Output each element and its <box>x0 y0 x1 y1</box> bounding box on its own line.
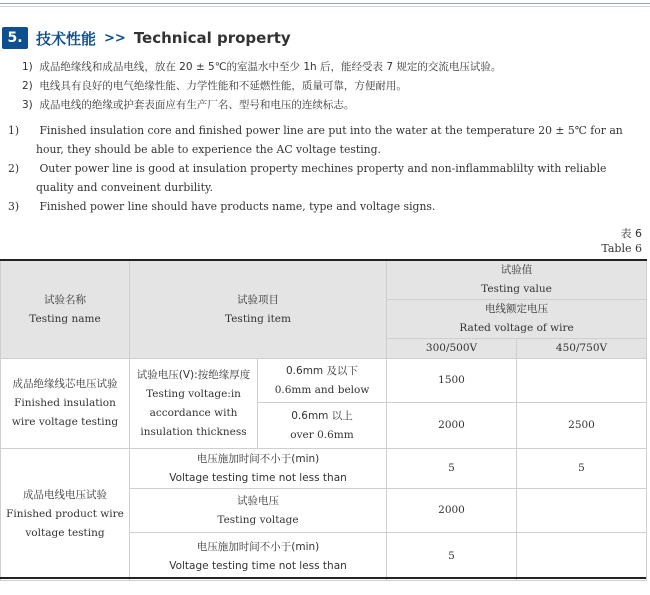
list-item <box>8 121 642 159</box>
top-rule <box>0 0 650 14</box>
table-row <box>1 359 647 403</box>
section-number-badge: 5. <box>2 27 28 49</box>
top-rule-line <box>0 6 650 7</box>
header-300-500v: 300/500V <box>387 339 517 359</box>
table-caption-cn: 表 6 <box>620 227 642 240</box>
section-separator: >> <box>104 30 126 46</box>
item-number: 1) <box>22 61 33 73</box>
value-cell <box>517 489 647 533</box>
item-text: 电线具有良好的电气绝缘性能、力学性能和不延燃性能，质量可靠，方便耐用。 <box>39 80 407 92</box>
thickness-over-cell: 0.6mm 以上 over 0.6mm <box>258 403 387 449</box>
value-cell: 2500 <box>517 403 647 449</box>
item-text: Finished insulation core and finished power line are put into the water at the temperature 20 ± 5℃ for an hour, they should be able to experience the AC voltage testing. <box>36 124 623 156</box>
item-number: 3) <box>22 99 33 111</box>
value-cell: 5 <box>387 449 517 489</box>
item-text: 成品绝缘线和成品电线，放在 20 ± 5℃的室温水中至少 1h 后，能经受表 7 规定的交流电压试验。 <box>39 61 502 73</box>
top-rule-line <box>0 3 650 4</box>
table-row <box>1 449 647 489</box>
item-text: Outer power line is good at insulation property mechines property and non-inflammablilty with reliable quality and conveinent durbility. <box>36 162 607 194</box>
section-heading <box>2 27 291 49</box>
spec-table <box>0 259 647 581</box>
value-cell: 5 <box>517 449 647 489</box>
value-cell <box>517 533 647 581</box>
duration-item-cell: 电压施加时间不小于(min) Voltage testing time not less than <box>130 533 387 581</box>
header-test-name: 试验名称 Testing name <box>1 260 130 359</box>
list-item <box>8 197 642 216</box>
item-number: 2) <box>22 80 33 92</box>
table-caption-en: Table 6 <box>601 242 642 255</box>
list-item <box>8 159 642 197</box>
duration-item-cell: 电压施加时间不小于(min) Voltage testing time not less than <box>130 449 387 489</box>
section-title-cn: 技术性能 <box>36 29 97 48</box>
item-number: 2) <box>8 162 20 175</box>
item-text: Finished power line should have products name, type and voltage signs. <box>39 200 436 213</box>
table-row <box>1 260 647 300</box>
value-cell: 1500 <box>387 359 517 403</box>
section-title-en: Technical property <box>133 29 291 47</box>
group1-item-cell: 试验电压(V):按绝缘厚度 Testing voltage:in accordance with insulation thickness <box>130 359 258 449</box>
group1-name-cell: 成品绝缘线芯电压试验 Finished insulation wire voltage testing <box>1 359 130 449</box>
header-450-750v: 450/750V <box>517 339 647 359</box>
cn-property-list <box>22 58 642 115</box>
list-item <box>22 96 642 115</box>
table-bottom-rule <box>0 577 646 579</box>
en-property-list <box>8 121 642 216</box>
value-cell: 5 <box>387 533 517 581</box>
header-test-value: 试验值 Testing value <box>387 260 647 300</box>
value-cell <box>517 359 647 403</box>
list-item <box>22 58 642 77</box>
item-number: 3) <box>8 200 20 213</box>
header-rated-voltage: 电线额定电压 Rated voltage of wire <box>387 300 647 339</box>
item-text: 成品电线的绝缘或护套表面应有生产厂名、型号和电压的连续标志。 <box>39 99 355 111</box>
value-cell: 2000 <box>387 403 517 449</box>
item-number: 1) <box>8 124 20 137</box>
thickness-below-cell: 0.6mm 及以下 0.6mm and below <box>258 359 387 403</box>
value-cell: 2000 <box>387 489 517 533</box>
list-item <box>22 77 642 96</box>
header-test-item: 试验项目 Testing item <box>130 260 387 359</box>
group2-name-cell: 成品电线电压试验 Finished product wire voltage testing <box>1 449 130 581</box>
testing-voltage-item-cell: 试验电压 Testing voltage <box>130 489 387 533</box>
